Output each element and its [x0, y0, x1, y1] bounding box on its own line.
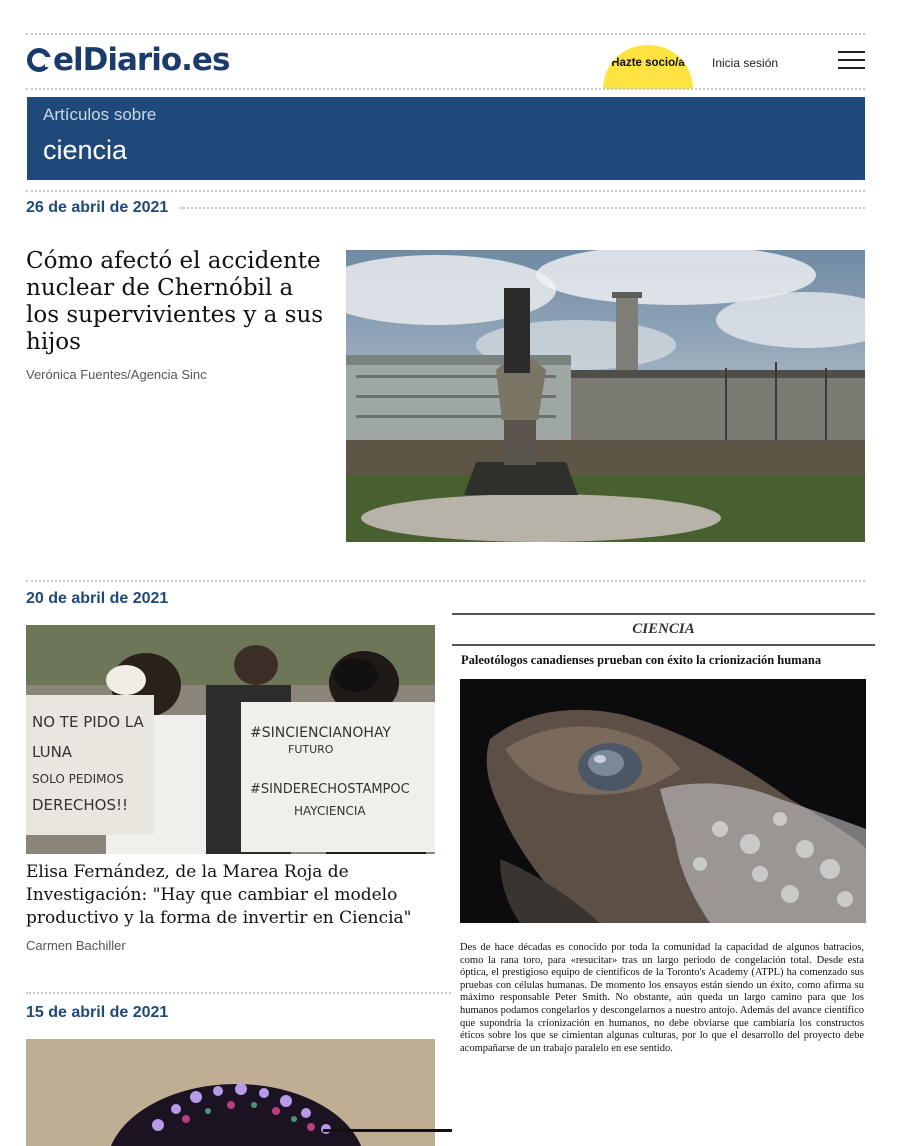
article-headline[interactable]: Elisa Fernández, de la Marea Roja de Investigación: "Hay que cambiar el modelo productivo y la forma de invertir en Ciencia"	[26, 862, 412, 928]
frog-photo	[460, 679, 866, 923]
date-divider	[180, 207, 865, 209]
svg-text:#SINCIENCIANOHAY: #SINCIENCIANOHAY	[250, 725, 391, 741]
subscribe-button[interactable]	[603, 45, 693, 89]
subscribe-label: Hazte socio/a	[611, 57, 685, 69]
svg-text:DERECHOS!!: DERECHOS!!	[32, 796, 129, 814]
chernobyl-memorial-photo[interactable]	[346, 250, 865, 542]
section-title[interactable]: ciencia	[43, 135, 128, 165]
newspaper-clipping	[452, 613, 875, 1146]
svg-text:LUNA: LUNA	[32, 743, 73, 761]
section-subtitle: Artículos sobre	[43, 105, 157, 124]
svg-text:FUTURO: FUTURO	[288, 743, 334, 756]
clipping-headline: Paleotólogos canadienses prueban con éxito la crionización humana	[461, 653, 822, 667]
article-author[interactable]: Verónica Fuentes/Agencia Sinc	[26, 367, 207, 382]
article-author[interactable]: Carmen Bachiller	[26, 938, 126, 953]
logo-text: elDiario.es	[53, 42, 230, 78]
fold-line	[323, 1129, 452, 1132]
clipping-top-rule	[452, 613, 875, 615]
login-link[interactable]: Inicia sesión	[712, 56, 779, 70]
site-logo[interactable]	[27, 40, 229, 80]
clipping-body-text: Des de hace décadas es conocido por toda la comunidad la capacidad de algunos batracios, como la rana toro, para «resucitar» tras un largo periodo de congelación total. Desde esta óptica, el prestigioso equipo de científicos de la Toronto's Academy (ATPL) ha comenzado sus pruebas con células humanas. De momento los ensayos están siendo un éxito, como afirma su máximo responsable Peter Smith. No obstante, aún queda un largo camino para que los humanos podamos congelarlos y descongelarnos a nuestro antojo. Además del avance científico que supondría la crionización en humanos, no debe obviarse que cambiaría los constructos éticos sobre los que se cimientan algunas culturas, por lo que el desarrollo del proyecto debe acompañarse de un trabajo paralelo en ese sentido.	[460, 942, 864, 1054]
logo-mark-icon	[27, 48, 51, 72]
svg-text:HAYCIENCIA: HAYCIENCIA	[294, 804, 366, 818]
article-date: 20 de abril de 2021	[26, 590, 169, 607]
article-headline[interactable]: Cómo afectó el accidente nuclear de Chernóbil a los supervivientes y a sus hijos	[26, 248, 324, 355]
article-date: 26 de abril de 2021	[26, 199, 169, 216]
svg-text:#SINDERECHOSTAMPOC: #SINDERECHOSTAMPOC	[250, 782, 410, 797]
article-divider	[26, 992, 451, 994]
banner-divider	[26, 190, 865, 192]
article-divider	[26, 580, 865, 582]
clipping-section: CIENCIA	[632, 621, 695, 637]
section-banner	[27, 97, 865, 180]
svg-text:SOLO PEDIMOS: SOLO PEDIMOS	[32, 772, 124, 786]
article-date: 15 de abril de 2021	[26, 1004, 169, 1021]
header-divider	[26, 88, 865, 90]
hamburger-icon[interactable]	[838, 51, 865, 71]
protest-photo[interactable]	[26, 625, 435, 854]
clipping-section-rule	[452, 644, 875, 646]
top-divider	[26, 33, 865, 35]
svg-text:NO TE PIDO LA: NO TE PIDO LA	[32, 713, 144, 731]
